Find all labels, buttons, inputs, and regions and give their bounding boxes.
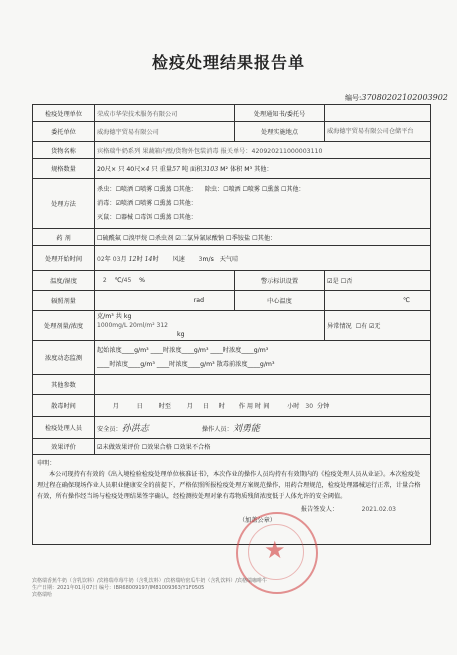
unit-text: 月 (112, 403, 119, 410)
unit-text: 日 (136, 403, 143, 410)
statement-text: 本公司现持有有效的《出入境检验检疫处理单位核准证书》，本次作业的操作人员均持有有效期内的《检疫处理人员从业证》。本次检疫处理过程在确保现场作业人员职业健康安全的前提下，严格依照所报检疫处理方案规范操作，用药合理规范，检疫处理器械运行正常，计量合格有效，所有操作经当场与检疫处理结果签字确认，经检测按处理对象有毒物质残留浓度低于人体允许的安全阈值。 (37, 471, 421, 500)
unit-text: 分钟 (316, 403, 330, 410)
duration-label: 作 用 时 间 (238, 403, 270, 410)
method-checkboxes: ☑喷洒 ☐喷雾 ☐熏蒸 ☐其他： (115, 199, 197, 207)
center-temp-unit: ℃ (325, 291, 431, 311)
spec-hw: 3103 (202, 166, 219, 173)
unit-text: 时 (218, 403, 225, 410)
operator-signature: 刘勇能 (232, 424, 260, 434)
field-label: 处理实施地点 (235, 122, 325, 142)
dose-line: 克/m³ 共 kg (97, 313, 132, 320)
dose-value (95, 311, 325, 341)
unit-text: 小时 (287, 403, 300, 410)
notice-number (325, 105, 431, 122)
method-type: 杀虫： (97, 185, 116, 193)
table-row (33, 229, 431, 246)
seal-star-icon: ★ (264, 536, 286, 564)
monitor-line: ____时浓度____g/m³ ____时浓度____g/m³ 散毒前浓度____g/m³ (97, 360, 275, 368)
temp-value: 2 (102, 277, 107, 284)
unit-text: % (139, 277, 146, 284)
table-row (33, 455, 431, 545)
safety-signature: 孙洪志 (121, 424, 149, 434)
method-checkboxes: ☐喷洒 ☐喷雾 ☐熏蒸 ☐其他： (115, 185, 197, 193)
table-row (33, 439, 431, 455)
agent-options: ☐硫酰氟 ☐溴甲烷 ☐杀虫剂 ☑二氯异氰尿酸钠 ☐季铵盐 ☐其他： (95, 229, 431, 246)
unit-text: 时 (152, 255, 159, 263)
duration-minutes: 30 (305, 403, 314, 410)
method-checkboxes: ☐器械 ☐毒饵 ☐熏蒸 ☐其他： (115, 213, 197, 221)
dose-unit: kg (177, 331, 185, 338)
table-row (33, 271, 431, 291)
start-hour: 14 (144, 255, 153, 263)
wind-value: 3 (198, 255, 203, 263)
eval-options: ☑未做效果评价 ☐效果合格 ☐效果不合格 (95, 439, 431, 455)
field-label: 浓度动态监测 (33, 341, 95, 375)
humidity-value: 45 (123, 277, 132, 284)
table-row (33, 159, 431, 179)
table-row (33, 375, 431, 395)
operator-cell (95, 417, 431, 439)
spec-text: 只 重量 (151, 166, 173, 173)
serial-value: 37080202102003902 (361, 93, 448, 102)
footer-line: 生产日期：2021年01月07日 编号：IBR68009197/IM81009363/Y1F0505 (32, 585, 205, 591)
temp-humidity (95, 271, 235, 291)
table-row (33, 395, 431, 417)
wind-label: 风速 (172, 255, 185, 263)
field-label: 药 剂 (33, 229, 95, 246)
location-value: 威海德宇贸易有限公司仓储平台 (325, 122, 431, 142)
start-time (95, 246, 431, 271)
table-row (33, 122, 431, 142)
table-row (33, 105, 431, 122)
field-label: 规格数量 (33, 159, 95, 179)
spec-text: M² 体积 (220, 166, 243, 173)
alarm-options: ☑是 ☐否 (325, 271, 431, 291)
dispersal-time (95, 395, 431, 417)
table-row (33, 291, 431, 311)
table-row (33, 311, 431, 341)
other-params (95, 375, 431, 395)
start-year: 02 (97, 255, 105, 263)
safety-label: 安全员： (97, 426, 122, 433)
field-label: 散毒时间 (33, 395, 95, 417)
field-label: 温度/湿度 (33, 271, 95, 291)
start-day: 12 (128, 255, 137, 263)
unit-text: 时至 (158, 403, 171, 410)
method-options (95, 179, 431, 229)
method-checkboxes: ☐喷洒 ☐喷雾 ☐熏蒸 ☐其他： (223, 185, 305, 193)
dose-line-2: 1000mg/L 20ml/m² 312 (97, 322, 168, 329)
table-row (33, 179, 431, 229)
field-label: 效果评价 (33, 439, 95, 455)
table-row (33, 341, 431, 375)
method-type: 除虫： (204, 185, 224, 193)
unit-text: 月 (186, 403, 193, 410)
unit-text: 日 (202, 403, 209, 410)
unit-text: 月 (120, 255, 127, 263)
spec-text: 20尺× (97, 166, 117, 173)
field-label: 异常情况 (327, 323, 352, 330)
applicant-value: 荣成市华荣技术服务有限公司 (95, 105, 235, 122)
report-table (32, 104, 431, 545)
field-label: 辐照剂量 (33, 291, 95, 311)
method-type: 消毒： (97, 199, 116, 207)
seal-note: （加盖公章） (238, 517, 276, 524)
spec-text: 吨 面积 (181, 166, 203, 173)
footer-line: 宾格瑞哈 (32, 592, 53, 598)
abnormal-cell (325, 311, 431, 341)
serial-number (345, 93, 448, 103)
unit-text: ℃/ (114, 277, 124, 284)
field-label: 处理开始时间 (33, 246, 95, 271)
field-label: 处理剂量/浓度 (33, 311, 95, 341)
field-label: 中心温度 (235, 291, 325, 311)
weather-label: 天气 (219, 255, 233, 263)
unit-text: 时 (136, 255, 143, 263)
method-type: 灭鼠： (97, 213, 116, 221)
table-row (33, 417, 431, 439)
field-label: 货物名称 (33, 142, 95, 159)
field-label: 检疫处理单位 (33, 105, 95, 122)
field-label: 警示标识设置 (235, 271, 325, 291)
weather-value: 晴 (232, 255, 239, 263)
issue-date: 2021.02.03 (361, 506, 396, 513)
operator-label: 操作人员： (201, 426, 233, 433)
irrad-unit: rad (95, 291, 235, 311)
field-label: 检疫处理人员 (33, 417, 95, 439)
table-row (33, 142, 431, 159)
monitor-lines (95, 341, 431, 375)
start-month: 03 (112, 255, 121, 263)
client-value: 威海德宇贸易有限公司 (95, 122, 235, 142)
page-title: 检疫处理结果报告单 (151, 53, 305, 72)
field-label: 处理方法 (33, 179, 95, 229)
spec-hw: 57 (172, 166, 180, 173)
goods-value: 宾格瑞牛奶系列 果蔬箱内壁/货物外包装消毒 报关单号：420920211000003110 (95, 142, 431, 159)
field-label: 委托单位 (33, 122, 95, 142)
spec-text: 只 40尺× (118, 166, 146, 173)
footer-note (32, 578, 430, 599)
spec-text: M³ 其他： (244, 166, 273, 173)
monitor-line: 起始浓度____g/m³ ____时浓度____g/m³ ____时浓度____g/m³ (97, 346, 269, 354)
statement-cell (33, 455, 431, 545)
footer-line: 宾格瑞香蕉牛奶（含乳饮料）/宾格瑞草莓牛奶（含乳饮料）/宾格瑞哈密瓜牛奶（含乳饮料）/宾格瑞咖啡牛 (32, 578, 268, 584)
issuer-label: 报告签发人： (300, 506, 339, 513)
serial-label: 编号: (345, 94, 362, 102)
spec-value (95, 159, 431, 179)
statement-label: 申明： (37, 460, 56, 467)
abnormal-options: ☐有 ☑无 (355, 323, 381, 330)
unit-text: m/s (202, 255, 214, 263)
spec-hw: 4 (145, 166, 150, 173)
field-label: 处理通知书/委托号 (235, 105, 325, 122)
table-row (33, 246, 431, 271)
unit-text: 年 (104, 255, 111, 263)
field-label: 其他参数 (33, 375, 95, 395)
